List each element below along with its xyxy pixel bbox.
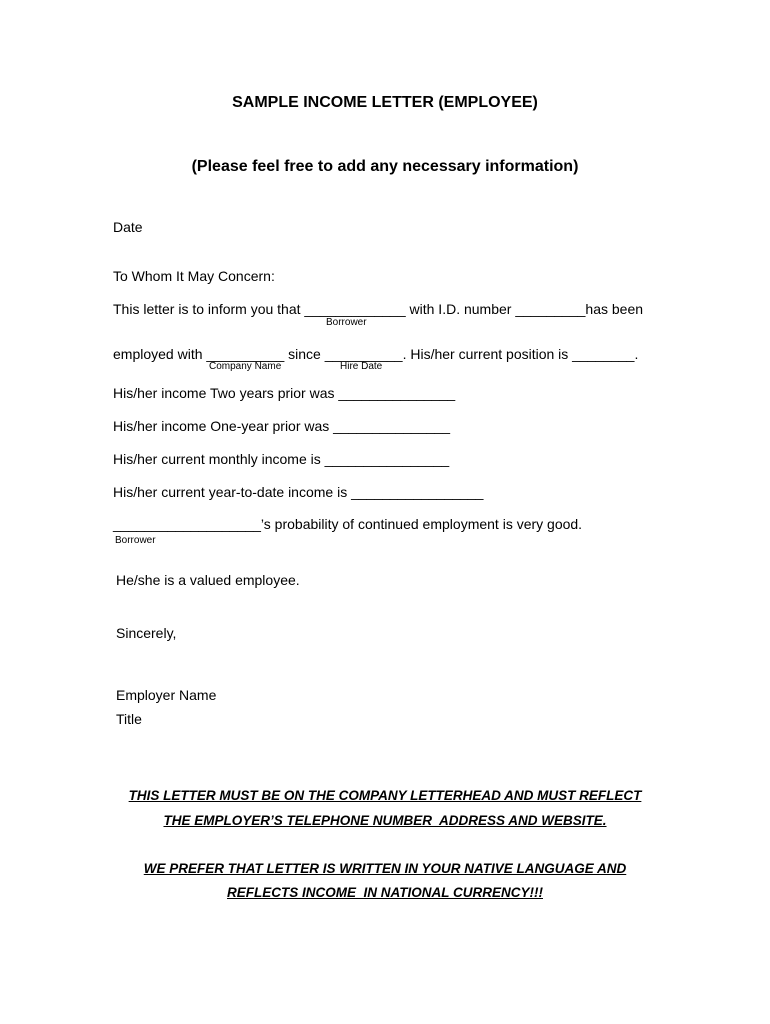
hire-date-caption: Hire Date [340, 361, 383, 372]
employer-name: Employer Name [116, 687, 217, 703]
income-one-year-line: His/her income One-year prior was _______________ [113, 418, 450, 434]
notice-letterhead-line1: THIS LETTER MUST BE ON THE COMPANY LETTERHEAD AND MUST REFLECT [128, 788, 642, 803]
ytd-income-line: His/her current year-to-date income is _________________ [113, 484, 484, 500]
borrower-caption-2: Borrower [115, 535, 156, 546]
notice-letterhead-line2: THE EMPLOYER’S TELEPHONE NUMBER ADDRESS AND WEBSITE. [163, 813, 607, 828]
salutation: To Whom It May Concern: [113, 268, 275, 284]
monthly-income-line: His/her current monthly income is ________________ [113, 451, 450, 467]
closing-line: Sincerely, [116, 625, 177, 641]
employment-line: employed with __________ since __________. His/her current position is ________. [113, 346, 639, 362]
income-two-years-line: His/her income Two years prior was _______________ [113, 385, 456, 401]
document-title: SAMPLE INCOME LETTER (EMPLOYEE) [232, 94, 538, 111]
valued-employee-line: He/she is a valued employee. [116, 572, 300, 588]
document-subtitle: (Please feel free to add any necessary information) [191, 158, 579, 175]
borrower-caption: Borrower [326, 317, 367, 328]
notice-language-line1: WE PREFER THAT LETTER IS WRITTEN IN YOUR NATIVE LANGUAGE AND [143, 861, 627, 876]
probability-line: ___________________’s probability of continued employment is very good. [113, 516, 583, 532]
employer-title: Title [116, 711, 142, 727]
date-label: Date [113, 219, 143, 235]
notice-language-line2: REFLECTS INCOME IN NATIONAL CURRENCY!!! [227, 885, 543, 900]
intro-line: This letter is to inform you that _____________ with I.D. number _________has been [113, 301, 644, 317]
company-name-caption: Company Name [209, 361, 282, 372]
